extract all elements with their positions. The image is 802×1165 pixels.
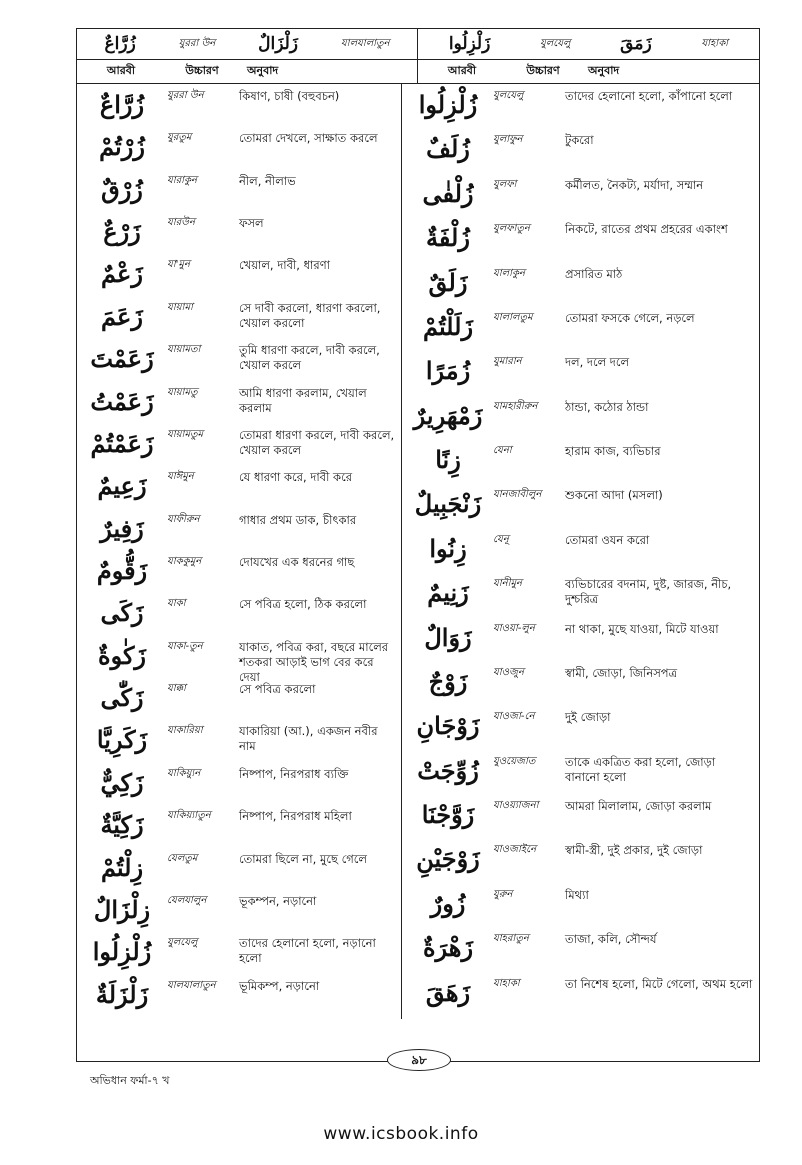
right-entries-column — [403, 87, 759, 1019]
entry-meaning: টুকরো — [565, 133, 594, 148]
entry-meaning: খেয়াল, দাবী, ধারণা — [239, 258, 330, 273]
entry-pronunciation: যা'মুন — [167, 259, 190, 271]
entry-meaning: ভূকম্পন, নড়ানো — [239, 893, 317, 908]
entry-pronunciation: যাক্কা — [167, 683, 186, 695]
entry-arabic: زَقُّومٌ — [96, 556, 148, 585]
entry-pronunciation: যুলফাতুন — [493, 223, 530, 235]
entry-arabic: زَلَقٌ — [428, 267, 468, 297]
entry-pronunciation: যামহারীরুন — [493, 400, 538, 412]
entry-arabic: زُرَّاعٌ — [99, 90, 145, 119]
footer-note: অভিধান ফর্মা-৭ খ — [90, 1074, 170, 1087]
entry-row — [77, 934, 401, 976]
entry-row — [403, 220, 759, 264]
entry-meaning: স্বামী, জোড়া, জিনিসপত্র — [565, 665, 678, 680]
entry-row — [77, 595, 401, 637]
entry-pronunciation: যায়ামতু — [167, 386, 198, 398]
entry-row — [403, 797, 759, 841]
entry-meaning: প্রসারিত মাঠ — [565, 266, 623, 281]
entry-row — [77, 850, 401, 892]
entry-row — [403, 442, 759, 486]
entry-row — [403, 265, 759, 309]
entry-arabic: زَوَّجْنَا — [421, 800, 475, 830]
entry-arabic: زُرْتُمْ — [99, 132, 145, 162]
entry-pronunciation: যায়ামা — [167, 301, 193, 313]
entry-row — [77, 87, 401, 129]
entry-row — [403, 753, 759, 797]
entry-pronunciation: যাঈমুন — [167, 471, 194, 483]
entry-row — [403, 398, 759, 442]
entry-pronunciation: যায়ামতুম — [167, 428, 204, 440]
entry-meaning: নীল, নীলাভ — [239, 173, 296, 188]
guide-left-pron-2: যালযালাতুন — [340, 37, 390, 49]
entry-pronunciation: যাওজুন — [493, 666, 524, 678]
entry-row — [403, 886, 759, 930]
entry-pronunciation: যাকিয়্যাতুন — [167, 810, 211, 822]
entry-meaning: দুই জোড়া — [565, 710, 611, 725]
entry-arabic: زَرْعٌ — [103, 217, 141, 247]
entry-arabic: زُلْزِلُوا — [418, 90, 478, 119]
dictionary-page — [76, 28, 760, 1067]
entry-row — [77, 341, 401, 383]
entry-row — [77, 299, 401, 341]
entry-pronunciation: যাকা — [167, 598, 186, 610]
entry-row — [77, 129, 401, 171]
entry-meaning: তোমরা ধারণা করলে, দাবী করলে, খেয়াল করলে — [239, 427, 395, 457]
watermark: www.icsbook.info — [323, 1124, 479, 1144]
entry-meaning: না থাকা, মুছে যাওয়া, মিটে যাওয়া — [565, 621, 719, 636]
entry-arabic: زُلَفٌ — [426, 134, 470, 164]
entry-pronunciation: যাহরাতুন — [493, 933, 529, 945]
entry-arabic: زَفِيرٌ — [100, 513, 144, 543]
entry-pronunciation: যাওয়া-লুন — [493, 622, 535, 634]
entry-arabic: زُلْزِلُوا — [92, 937, 152, 967]
guide-right-arabic-1: زَلْزِلُوا — [448, 34, 491, 54]
entry-row — [77, 680, 401, 722]
entry-pronunciation: যাকা-তুন — [167, 640, 203, 652]
entry-arabic: زَكّٰى — [100, 683, 144, 713]
entry-arabic: زَنْجَبِيلٌ — [414, 489, 482, 519]
entry-arabic: زَهْرَةٌ — [422, 933, 474, 963]
entry-arabic: زَوْجٌ — [428, 666, 468, 696]
entry-row — [403, 131, 759, 175]
entry-row — [77, 638, 401, 684]
page-number: ৯৮ — [387, 1049, 451, 1071]
guide-right-arabic-2: زَمَقَ — [620, 34, 652, 54]
entry-arabic: زَنِيمٌ — [427, 578, 469, 608]
entry-pronunciation: যানজাবীলুন — [493, 489, 542, 501]
guide-left-arabic-2: زَلْزَالٌ — [258, 34, 299, 54]
entry-meaning: তোমরা ছিলে না, মুছে গেলে — [239, 851, 367, 866]
header-meaning: অনুবাদ — [588, 63, 620, 77]
entry-row — [77, 426, 401, 468]
entry-row — [403, 620, 759, 664]
guide-right-pron-2: যাহাকা — [701, 37, 729, 49]
entry-meaning: ফসল — [239, 216, 264, 231]
entry-row — [77, 807, 401, 849]
entry-meaning: দল, দলে দলে — [565, 355, 630, 370]
entry-arabic: زَكَى — [100, 598, 144, 628]
entry-pronunciation: যুরতুম — [167, 132, 192, 144]
entry-arabic: زِنًا — [435, 445, 461, 475]
entry-meaning: নিকটে, রাতের প্রথম প্রহরের একাংশ — [565, 222, 728, 237]
entry-pronunciation: যারউন — [167, 217, 195, 229]
entry-pronunciation: যাকিয়্যুন — [167, 767, 201, 779]
entry-arabic: زَعْمٌ — [101, 259, 143, 289]
entry-meaning: হারাম কাজ, ব্যভিচার — [565, 444, 661, 459]
entry-meaning: কর্মীলত, নৈকট্য, মর্যাদা, সম্মান — [565, 177, 704, 192]
guide-right — [418, 29, 759, 59]
entry-arabic: زَمْهَرِيرٌ — [413, 400, 483, 430]
header-pronunciation: উচ্চারণ — [526, 63, 560, 77]
entry-meaning: তাদের হেলানো হলো, কাঁপানো হলো — [565, 89, 733, 103]
entry-meaning: ব্যভিচারের বদনাম, দুষ্ট, জারজ, নীচ, দুশ্চরিত্র — [565, 577, 732, 607]
entry-pronunciation: যাককুমুন — [167, 556, 202, 567]
entry-meaning: আমরা মিলালাম, জোড়া করলাম — [565, 799, 712, 814]
entry-meaning: যে ধারণা করে, দাবী করে — [239, 470, 353, 485]
entry-pronunciation: যুলযেলু — [167, 937, 198, 949]
entry-arabic: زُرْقٌ — [101, 174, 143, 204]
entry-arabic: زَهَقَ — [425, 977, 471, 1007]
entry-meaning: দোযখের এক ধরনের গাছ — [239, 555, 355, 569]
entry-arabic: زَعَمَ — [101, 301, 143, 331]
entry-row — [403, 353, 759, 397]
entry-pronunciation: যায়ামতা — [167, 344, 201, 356]
entry-meaning: তুমি ধারণা করলে, দাবী করলে, খেয়াল করলে — [239, 343, 380, 373]
guide-left-pron-1: যুররা উন — [178, 37, 216, 49]
entry-row — [403, 486, 759, 530]
entry-meaning: সে পবিত্র করলো — [239, 682, 316, 697]
column-headers-right — [418, 59, 759, 83]
entry-row — [77, 468, 401, 510]
entry-row — [403, 930, 759, 974]
entry-pronunciation: যেলযালুন — [167, 894, 207, 906]
entry-arabic: زَكَرِيَّا — [96, 725, 148, 755]
entry-meaning: ঠান্ডা, কঠোর ঠান্ডা — [565, 399, 649, 414]
entry-meaning: কিষাণ, চাষী (বহুবচন) — [239, 89, 340, 103]
entry-pronunciation: যাকারিয়া — [167, 725, 203, 737]
entry-meaning: তোমরা দেখলে, সাক্ষাত করলে — [239, 131, 378, 146]
entry-meaning: মিথ্যা — [565, 887, 589, 902]
entry-meaning: সে পবিত্র হলো, ঠিক করলো — [239, 597, 367, 612]
entry-row — [403, 531, 759, 575]
entry-pronunciation: যুলযেলু — [493, 90, 524, 101]
entry-row — [403, 575, 759, 619]
entry-meaning: তা নিশেষ হলো, মিটে গেলো, অথম হলো — [565, 976, 753, 991]
column-divider — [401, 83, 402, 1019]
entry-row — [403, 841, 759, 885]
entry-arabic: زَوْجَيْنِ — [416, 844, 480, 874]
entry-pronunciation: যাফীরুন — [167, 513, 200, 525]
entry-arabic: زُوِّجَتْ — [417, 755, 479, 785]
entry-pronunciation: যাওজা-নে — [493, 711, 535, 723]
entry-row — [403, 87, 759, 131]
entry-pronunciation: যারাকুন — [167, 174, 198, 186]
entry-arabic: زُلْفٰى — [422, 178, 474, 208]
guide-left — [77, 29, 418, 59]
entry-arabic: زَوْجَانِ — [416, 711, 480, 741]
entry-row — [77, 511, 401, 553]
entry-arabic: زِلْتُمْ — [100, 852, 144, 882]
entry-arabic: زَلَلْتُمْ — [422, 311, 474, 341]
column-headers-left — [77, 59, 418, 83]
entry-arabic: زَعِيمٌ — [97, 471, 147, 501]
entry-arabic: زِنُوا — [429, 533, 467, 563]
header-arabic: আরবী — [106, 63, 136, 77]
entry-pronunciation: যুওয়েজাত — [493, 755, 536, 767]
entry-pronunciation: যালযালাতুন — [167, 979, 216, 991]
header-meaning: অনুবাদ — [247, 63, 279, 77]
left-entries-column — [77, 87, 401, 1019]
entry-row — [77, 722, 401, 764]
entry-pronunciation: যুরুন — [493, 888, 513, 900]
entry-meaning: যাকাত, পবিত্র করা, বছরে মালের শতকরা আড়াই ভাগ বের করে দেয়া — [239, 639, 389, 684]
entry-pronunciation: যুররা উন — [167, 90, 204, 101]
entry-row — [77, 553, 401, 595]
entry-meaning: শুকনো আদা (মসলা) — [565, 488, 663, 503]
entry-arabic: زَكٰوةٌ — [98, 640, 146, 670]
entry-pronunciation: যেনা — [493, 445, 512, 457]
entry-arabic: زَعَمْتُمْ — [90, 428, 154, 458]
entry-meaning: তাজা, কলি, সৌন্দর্য — [565, 932, 657, 947]
entry-meaning: নিষ্পাপ, নিরপরাধ ব্যক্তি — [239, 766, 349, 781]
entry-row — [77, 892, 401, 934]
entry-row — [77, 172, 401, 214]
header-arabic: আরবী — [447, 63, 477, 77]
entry-pronunciation: যাওজাইনে — [493, 844, 537, 856]
entry-pronunciation: যানীমুন — [493, 578, 523, 590]
entry-meaning: যাকারিয়া (আ.), একজন নবীর নাম — [239, 724, 378, 754]
entry-row — [403, 176, 759, 220]
entry-arabic: زَعَمْتَ — [90, 344, 154, 374]
entry-meaning: তোমরা ফসকে গেলে, নড়লে — [565, 310, 695, 325]
entry-arabic: زَكِيٌّ — [100, 767, 144, 797]
column-headers — [77, 59, 759, 84]
entry-meaning: নিষ্পাপ, নিরপরাধ মহিলা — [239, 809, 352, 824]
entry-meaning: তাদের হেলানো হলো, নড়ানো হলো — [239, 936, 376, 966]
entry-pronunciation: যেনূ — [493, 533, 509, 545]
guide-right-pron-1: যুলযেলু — [540, 37, 571, 49]
entry-row — [403, 309, 759, 353]
entry-pronunciation: যাহাকা — [493, 977, 520, 989]
entry-pronunciation: যাওয়্যাজনা — [493, 800, 539, 812]
entry-row — [77, 384, 401, 426]
entry-pronunciation: যেলতুম — [167, 852, 198, 864]
entry-arabic: زَكِيَّةٌ — [100, 810, 144, 840]
entry-arabic: زُلْفَةٌ — [426, 223, 470, 253]
entry-arabic: زَوَالٌ — [424, 622, 472, 652]
entry-pronunciation: যালালতুম — [493, 311, 533, 323]
entry-meaning: সে দাবী করলো, ধারণা করলো, খেয়াল করলো — [239, 300, 381, 330]
entry-pronunciation: যুলাফুন — [493, 134, 523, 146]
entry-arabic: زُورٌ — [430, 888, 466, 918]
entry-arabic: زَلْزَلَةٌ — [95, 979, 149, 1009]
entry-row — [77, 977, 401, 1019]
entry-row — [77, 765, 401, 807]
guide-words-row — [77, 29, 759, 60]
entry-row — [77, 214, 401, 256]
entry-row — [77, 256, 401, 298]
entry-pronunciation: যুলফা — [493, 178, 517, 190]
entry-pronunciation: যুমারান — [493, 356, 522, 368]
entry-row — [403, 975, 759, 1019]
entry-arabic: زِلْزَالٌ — [93, 894, 151, 924]
entry-meaning: ভূমিকম্প, নড়ানো — [239, 978, 320, 993]
entry-meaning: আমি ধারণা করলাম, খেয়াল করলাম — [239, 385, 367, 415]
entry-row — [403, 664, 759, 708]
entry-meaning: তাকে একত্রিত করা হলো, জোড়া বানানো হলো — [565, 754, 716, 784]
entry-arabic: زُمَرًا — [425, 356, 471, 386]
entry-arabic: زَعَمْتُ — [90, 386, 154, 416]
guide-left-arabic-1: زُرَّاعٌ — [104, 34, 136, 54]
entry-row — [403, 708, 759, 752]
entry-meaning: স্বামী-স্ত্রী, দুই প্রকার, দুই জোড়া — [565, 843, 703, 858]
entry-meaning: তোমরা ওযন করো — [565, 532, 650, 547]
entry-meaning: গাধার প্রথম ডাক, চীৎকার — [239, 512, 357, 527]
header-pronunciation: উচ্চারণ — [185, 63, 219, 77]
entry-pronunciation: যালাকুন — [493, 267, 525, 279]
